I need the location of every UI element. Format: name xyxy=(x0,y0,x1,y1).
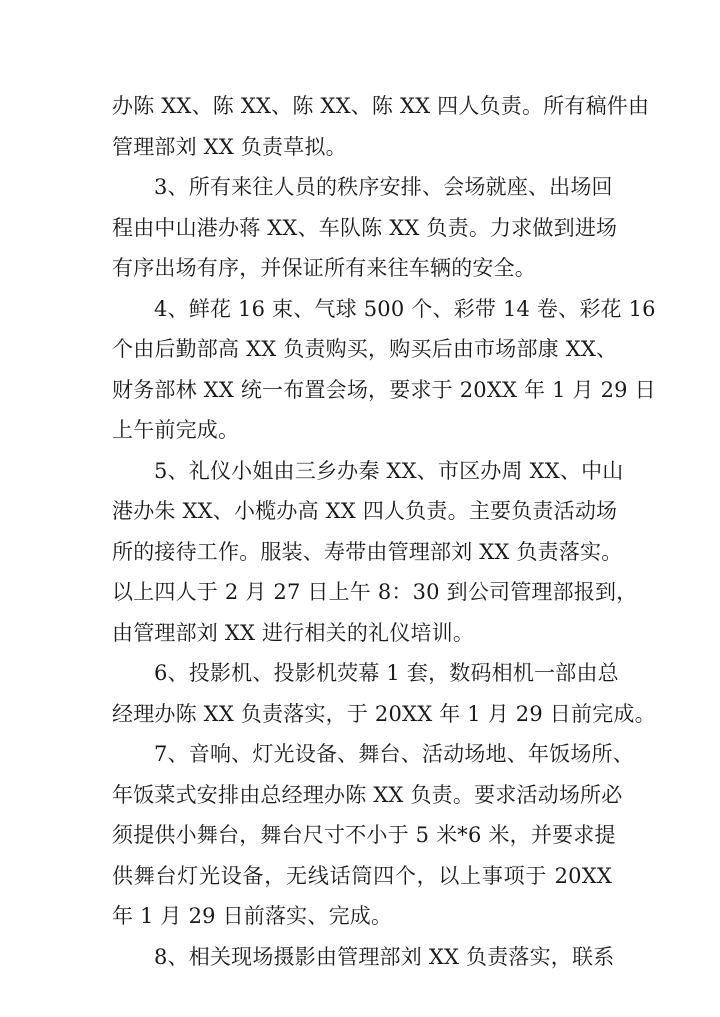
text-line: 办陈 XX、陈 XX、陈 XX、陈 XX 四人负责。所有稿件由 xyxy=(112,94,650,118)
body-text xyxy=(112,86,656,977)
text-line: 年 1 月 29 日前落实、完成。 xyxy=(112,904,393,928)
text-line: 以上四人于 2 月 27 日上午 8：30 到公司管理部报到， xyxy=(112,580,638,604)
text-line: 程由中山港办蒋 XX、车队陈 XX 负责。力求做到进场 xyxy=(112,215,618,240)
text-line: 个由后勤部高 XX 负责购买，购买后由市场部康 XX、 xyxy=(112,337,618,361)
text-line: 年饭菜式安排由总经理办陈 XX 负责。要求活动场所必 xyxy=(112,782,623,807)
text-line: 6、投影机、投影机荧幕 1 套，数码相机一部由总 xyxy=(154,661,619,685)
text-line: 经理办陈 XX 负责落实，于 20XX 年 1 月 29 日前完成。 xyxy=(112,701,656,726)
text-line: 管理部刘 XX 负责草拟。 xyxy=(112,134,347,159)
text-line: 8、相关现场摄影由管理部刘 XX 负责落实，联系 xyxy=(154,944,615,969)
text-line: 财务部林 XX 统一布置会场，要求于 20XX 年 1 月 29 日 xyxy=(112,377,656,402)
text-line: 上午前完成。 xyxy=(112,418,240,442)
text-line: 7、音响、灯光设备、舞台、活动场地、年饭场所、 xyxy=(154,742,634,766)
text-line: 有序出场有序，并保证所有来往车辆的安全。 xyxy=(112,256,536,280)
text-line: 港办朱 XX、小榄办高 XX 四人负责。主要负责活动场 xyxy=(112,499,618,523)
text-line: 由管理部刘 XX 进行相关的礼仪培训。 xyxy=(112,620,475,645)
text-line: 3、所有来往人员的秩序安排、会场就座、出场回 xyxy=(154,175,613,199)
text-line: 5、礼仪小姐由三乡办秦 XX、市区办周 XX、中山 xyxy=(154,458,624,483)
text-line: 4、鲜花 16 束、气球 500 个、彩带 14 卷、彩花 16 xyxy=(154,296,656,321)
text-line: 所的接待工作。服装、寿带由管理部刘 XX 负责落实。 xyxy=(112,539,623,564)
text-line: 供舞台灯光设备，无线话筒四个，以上事项于 20XX xyxy=(112,863,612,888)
text-line: 须提供小舞台，舞台尺寸不小于 5 米*6 米，并要求提 xyxy=(112,823,616,847)
